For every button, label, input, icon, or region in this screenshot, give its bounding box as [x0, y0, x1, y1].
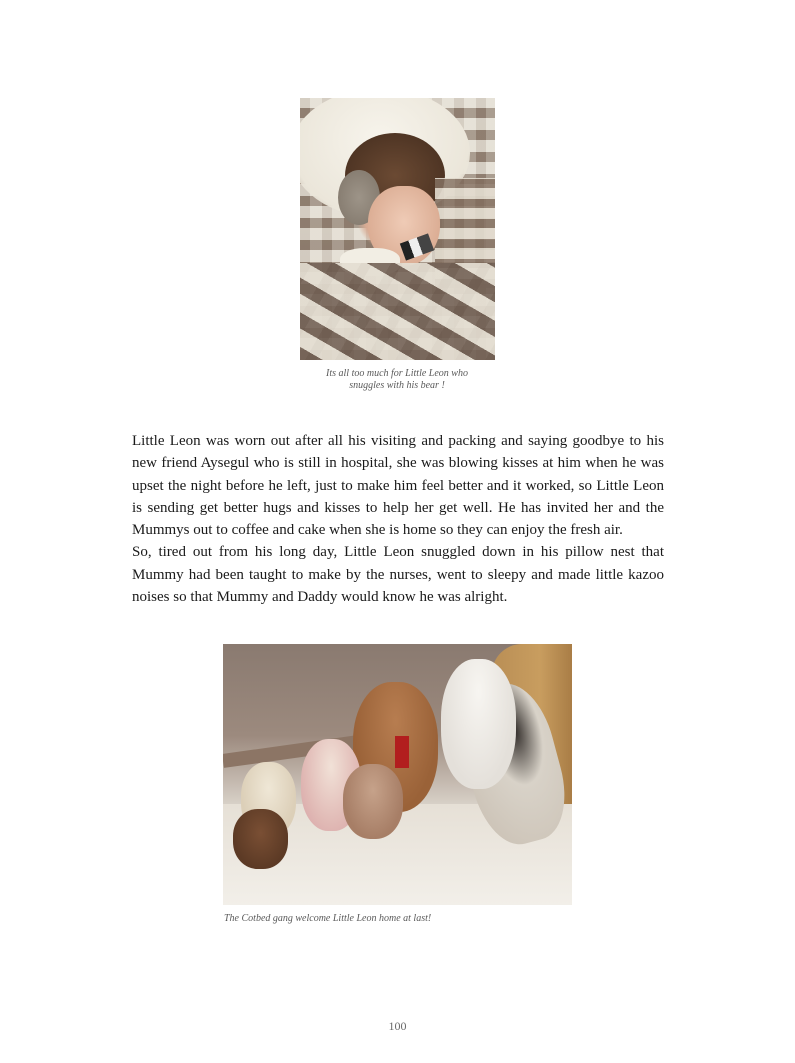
photo-caption-2: The Cotbed gang welcome Little Leon home at last! [224, 913, 432, 924]
story-paragraph-2: So, tired out from his long day, Little Leon snuggled down in his pillow nest that Mummy had been taught to make by the nurses, went to sleepy and made little kazoo noises so that Mummy and Daddy would know he was alright. [132, 544, 664, 606]
caption-1-line-1: Its all too much for Little Leon who [326, 368, 468, 379]
teddy-bears-photo [223, 644, 572, 905]
white-bear-shape [441, 659, 516, 789]
photo-caption-1 [297, 368, 497, 392]
checked-blanket-shape [300, 263, 495, 360]
sleeping-child-photo [300, 98, 495, 360]
page-number: 100 [388, 1019, 407, 1033]
story-text [132, 430, 664, 608]
story-paragraph-1: Little Leon was worn out after all his visiting and packing and saying goodbye to his new friend Aysegul who is still in hospital, she was blowing kisses at him when he was upset the night before he left, just to make him feel better and it worked, so Little Leon is sending get better hugs and kisses to help her get well. He has invited her and the Mummys out to coffee and cake when she is home so they can enjoy the fresh air. [132, 433, 664, 539]
tan-bear-shape [343, 764, 403, 839]
red-bow-shape [395, 736, 409, 768]
dark-brown-bear-shape [233, 809, 288, 869]
caption-1-line-2: snuggles with his bear ! [349, 380, 445, 391]
